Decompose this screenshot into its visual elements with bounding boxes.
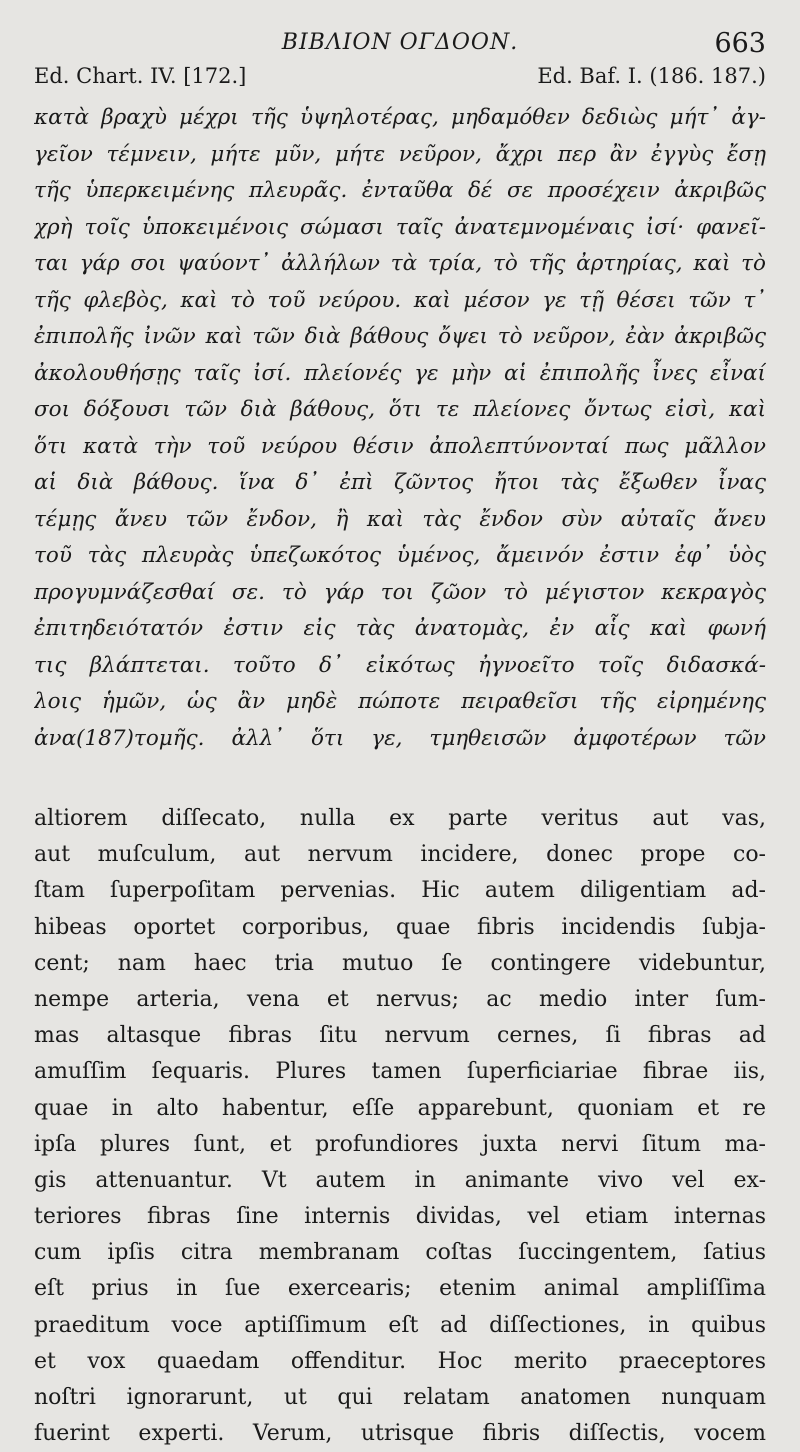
greek-text-line: ὅτι κατὰ τὴν τοῦ νεύρου θέσιν ἀπολεπτύνονταί πως μᾶλλον: [34, 433, 766, 459]
greek-text-line: λοις ἡμῶν, ὡς ἂν μηδὲ πώποτε πειραθεῖσι τῆς εἰρημένης: [34, 689, 766, 714]
latin-text-line: amuſſim ſequaris. Plures tamen ſuperficiariae fibrae iis,: [34, 1059, 766, 1085]
greek-text-line: αἱ διὰ βάθους. ἵνα δ᾽ ἐπὶ ζῶντος ἤτοι τὰς ἔξωθεν ἶνας: [34, 470, 766, 495]
greek-text-line: ἐπιτηδειότατόν ἐστιν εἰς τὰς ἀνατομὰς, ἐν αἷς καὶ φωνή: [34, 616, 766, 641]
greek-text-line: ται γάρ σοι ψαύοντ᾽ ἀλλήλων τὰ τρία, τὸ τῆς ἀρτηρίας, καὶ τὸ: [34, 251, 766, 276]
greek-text-line: κατὰ βραχὺ μέχρι τῆς ὑψηλοτέρας, μηδαμόθεν δεδιὼς μήτ᾽ ἀγ-: [34, 105, 766, 130]
greek-text-block: [34, 100, 766, 757]
greek-text-line: χρὴ τοῖς ὑποκειμένοις σώμασι ταῖς ἀνατεμνομέναις ἰσί· φανεῖ-: [34, 214, 766, 240]
latin-text-block: [34, 801, 766, 1452]
running-title: ΒΙΒΛΙΟΝ ΟΓΔΟΟΝ.: [281, 30, 519, 55]
greek-text-line: γεῖον τέμνειν, μήτε μῦν, μήτε νεῦρον, ἄχρι περ ἂν ἐγγὺς ἔσῃ: [34, 141, 766, 167]
latin-text-line: altiorem diſſecato, nulla ex parte veritus aut vas,: [34, 806, 766, 831]
latin-text-line: cum ipſis citra membranam coſtas ſuccingentem, ſatius: [34, 1240, 766, 1266]
latin-text-line: et vox quaedam offenditur. Hoc merito praeceptores: [34, 1348, 766, 1374]
greek-text-line: τῆς ὑπερκειμένης πλευρᾶς. ἐνταῦθα δέ σε προσέχειν ἀκριβῶς: [34, 178, 766, 203]
page-number: 663: [714, 28, 766, 59]
greek-text-line: τῆς φλεβὸς, καὶ τὸ τοῦ νεύρου. καὶ μέσον γε τῇ θέσει τῶν τ᾽: [34, 287, 766, 313]
latin-text-line: aut muſculum, aut nervum incidere, donec prope co-: [34, 842, 766, 868]
latin-text-line: praeditum voce aptiſſimum eſt ad diſſectiones, in quibus: [34, 1312, 766, 1338]
edition-reference-line: [34, 64, 766, 98]
greek-text-line: τέμῃς ἄνευ τῶν ἔνδον, ἢ καὶ τὰς ἔνδον σὺν αὐταῖς ἄνευ: [34, 506, 766, 532]
latin-text-line: fuerint experti. Verum, utrisque fibris diſſectis, vocem: [34, 1421, 766, 1447]
edition-chartier-reference: Ed. Chart. IV. [172.]: [34, 64, 247, 88]
latin-text-line: nempe arteria, vena et nervus; ac medio inter ſum-: [34, 986, 766, 1012]
latin-text-line: ipſa plures ſunt, et profundiores juxta nervi ſitum ma-: [34, 1131, 766, 1157]
latin-text-line: quae in alto habentur, eſſe apparebunt, quoniam et re: [34, 1095, 766, 1121]
greek-text-line: προγυμνάζεσθαί σε. τὸ γάρ τοι ζῶον τὸ μέγιστον κεκραγὸς: [34, 579, 766, 605]
latin-text-line: hibeas oportet corporibus, quae fibris incidendis ſubja-: [34, 914, 766, 940]
greek-text-line: ἐπιπολῆς ἰνῶν καὶ τῶν διὰ βάθους ὄψει τὸ νεῦρον, ἐὰν ἀκριβῶς: [34, 324, 766, 349]
greek-text-line: τις βλάπτεται. τοῦτο δ᾽ εἰκότως ἠγνοεῖτο τοῖς διδασκά-: [34, 652, 766, 678]
latin-text-line: teriores fibras ſine internis dividas, vel etiam internas: [34, 1204, 766, 1230]
latin-text-line: eſt prius in ſue exercearis; etenim animal ampliſſima: [34, 1276, 766, 1302]
latin-text-line: noſtri ignorarunt, ut qui relatam anatomen nunquam: [34, 1385, 766, 1410]
running-head: [34, 30, 766, 64]
latin-text-line: ſtam ſuperpoſitam pervenias. Hic autem diligentiam ad-: [34, 878, 766, 904]
latin-text-line: cent; nam haec tria mutuo ſe contingere videbuntur,: [34, 950, 766, 976]
greek-text-line: ἀκολουθήσῃς ταῖς ἰσί. πλείονές γε μὴν αἱ ἐπιπολῆς ἶνες εἶναί: [34, 360, 766, 386]
edition-basel-reference: Ed. Baf. I. (186. 187.): [537, 64, 766, 88]
greek-text-line: τοῦ τὰς πλευρὰς ὑπεζωκότος ὑμένος, ἄμεινόν ἐστιν ἐφ᾽ ὑὸς: [34, 543, 766, 568]
latin-text-line: gis attenuantur. Vt autem in animante vivo vel ex-: [34, 1167, 766, 1193]
greek-text-line: ἀνα(187)τομῆς. ἀλλ᾽ ὅτι γε, τμηθεισῶν ἀμφοτέρων τῶν: [34, 725, 766, 751]
latin-text-line: mas altasque fibras ſitu nervum cernes, ſi fibras ad: [34, 1023, 766, 1049]
greek-text-line: σοι δόξουσι τῶν διὰ βάθους, ὅτι τε πλείονες ὄντως εἰσὶ, καὶ: [34, 397, 766, 422]
